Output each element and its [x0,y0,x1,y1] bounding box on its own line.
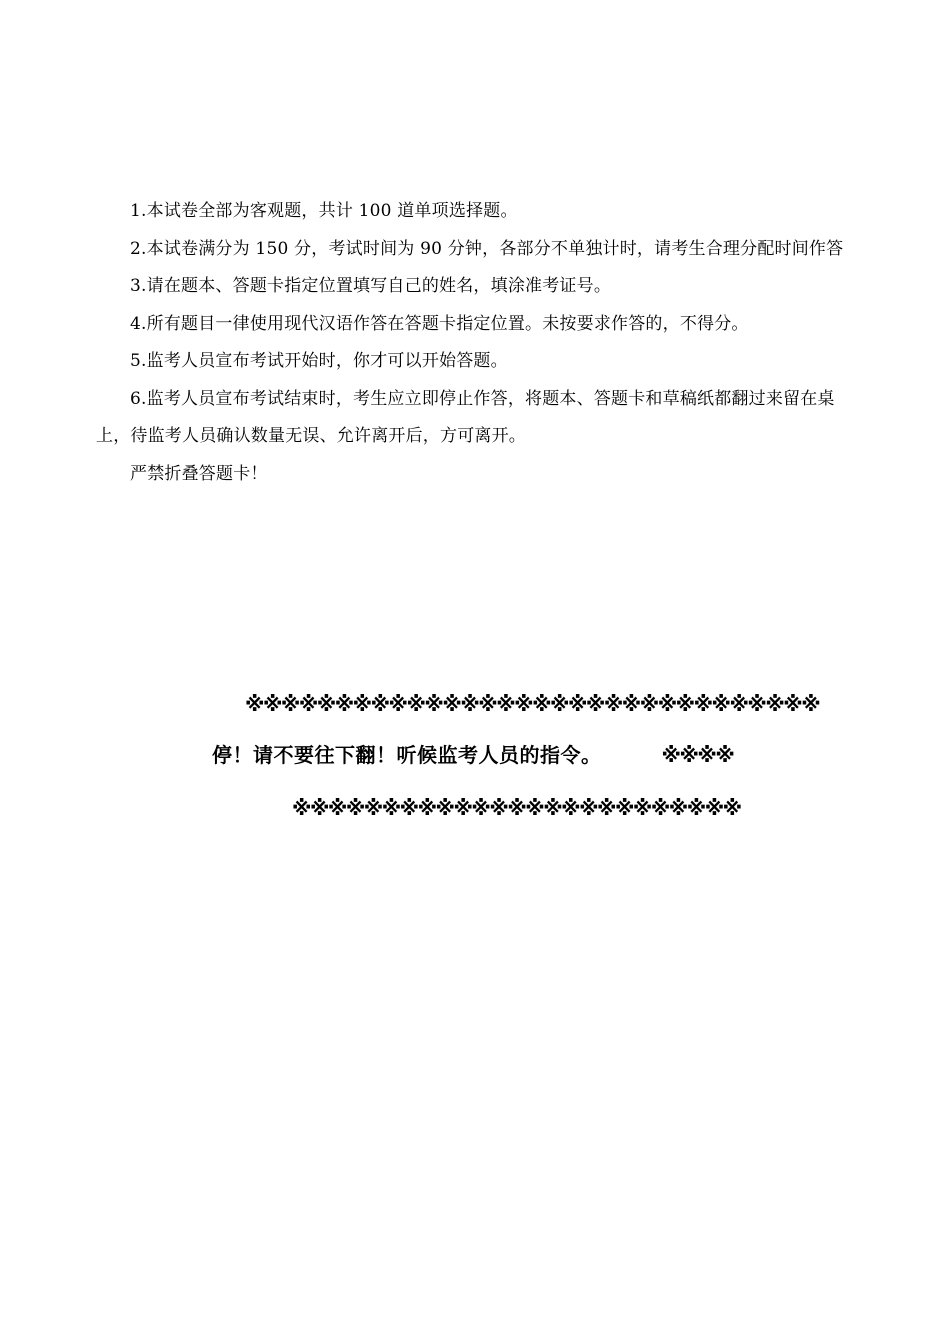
instruction-item-4: 4.所有题目一律使用现代汉语作答在答题卡指定位置。未按要求作答的，不得分。 [130,313,749,334]
stop-notice-border-top: ※※※※※※※※※※※※※※※※※※※※※※※※※※※※※※※※ [245,692,820,716]
exam-instructions [96,193,860,493]
instruction-item-1: 1.本试卷全部为客观题，共计 100 道单项选择题。 [130,201,518,221]
fold-warning: 严禁折叠答题卡！ [130,463,268,484]
instruction-item-6: 6.监考人员宣布考试结束时，考生应立即停止作答，将题本、答题卡和草稿纸都翻过来留在桌上，待监考人员确认数量无误、允许离开后，方可离开。 [96,388,835,446]
instruction-item-5: 5.监考人员宣布考试开始时，你才可以开始答题。 [130,351,508,371]
instruction-item-3: 3.请在题本、答题卡指定位置填写自己的姓名，填涂准考证号。 [130,276,612,296]
stop-notice-message: 停！请不要往下翻！听候监考人员的指令。 [212,743,602,767]
instruction-item-2: 2.本试卷满分为 150 分，考试时间为 90 分钟，各部分不单独计时，请考生合理分配时间作答 [130,238,844,259]
stop-notice-border-bottom: ※※※※※※※※※※※※※※※※※※※※※※※※※ [292,796,741,820]
stop-notice-message-line [212,737,733,773]
stop-notice-symbols: ※※※※ [661,743,734,767]
